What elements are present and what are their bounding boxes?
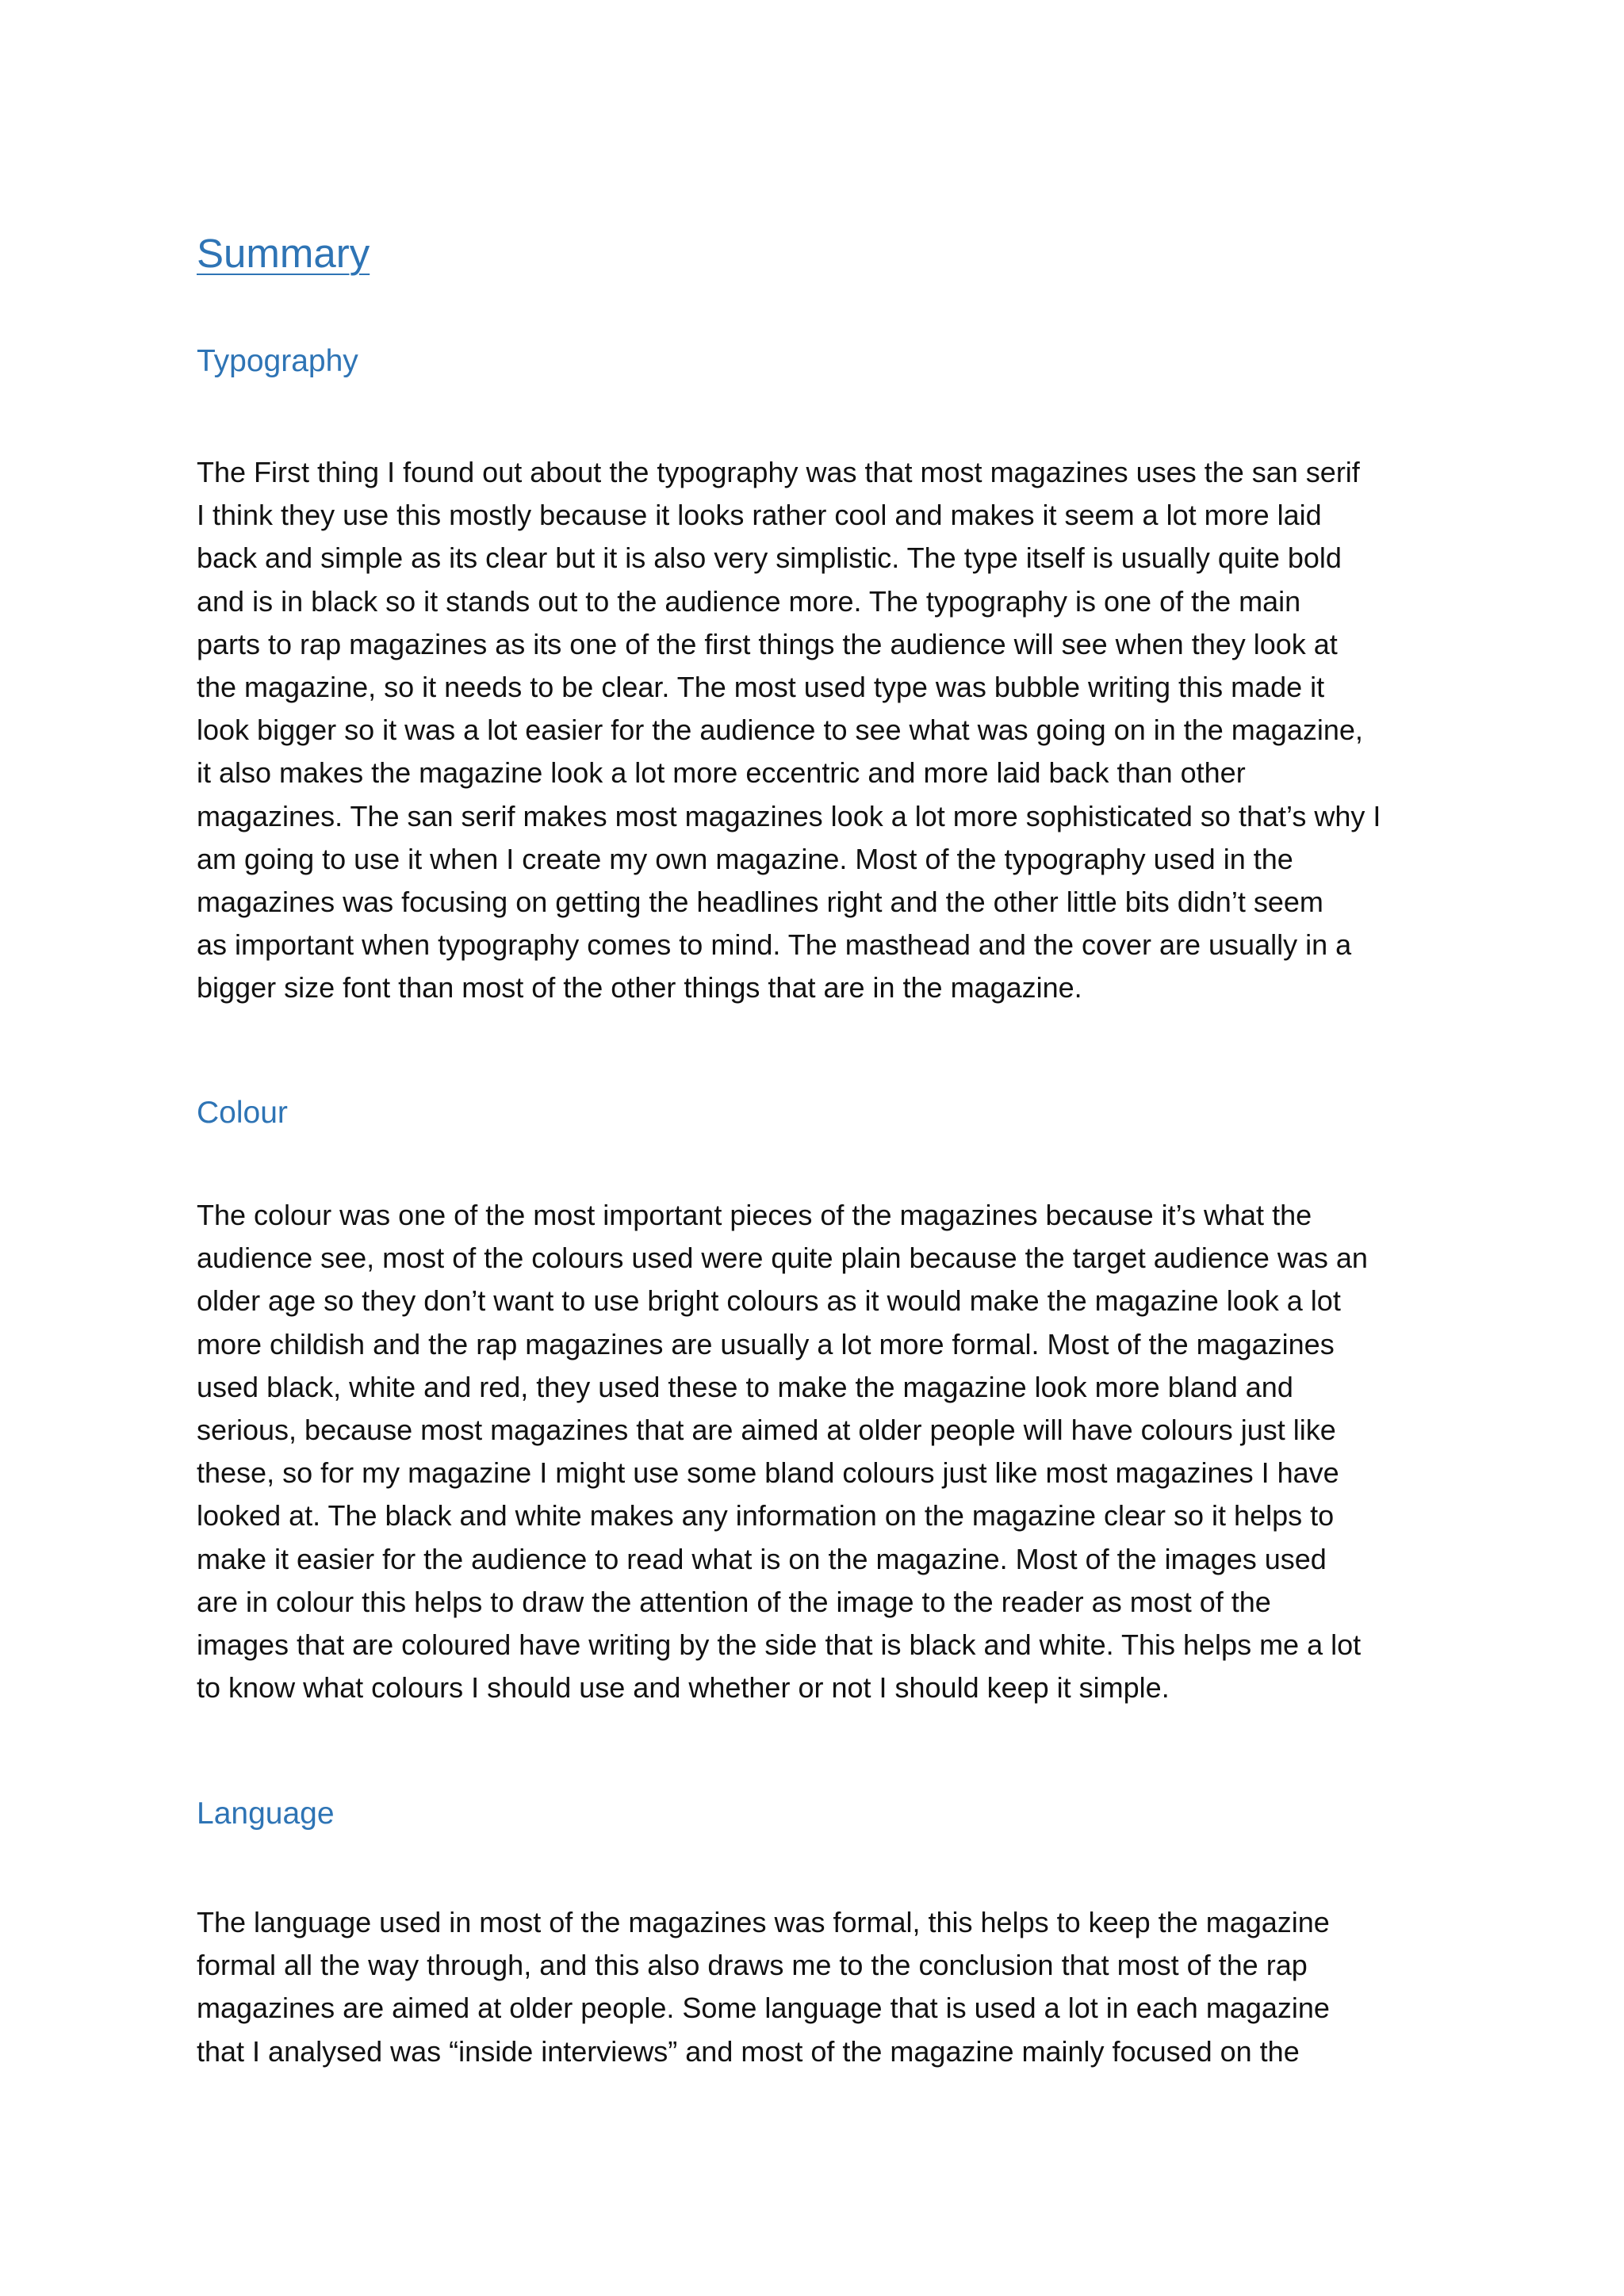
paragraph-line: used black, white and red, they used these to make the magazine look more bland and [197,1370,1293,1403]
paragraph-line: am going to use it when I create my own magazine. Most of the typography used in the [197,842,1293,875]
paragraph-line: looked at. The black and white makes any information on the magazine clear so it helps to [197,1499,1335,1533]
paragraph-line: as important when typography comes to mind. The masthead and the cover are usually in a [197,928,1352,962]
paragraph-line: The colour was one of the most important pieces of the magazines because it’s what the [197,1199,1312,1231]
paragraph-line: serious, because most magazines that are aimed at older people will have colours just like [197,1413,1336,1446]
section-heading-language: Language [197,1797,335,1831]
paragraph-line: older age so they don’t want to use bright colours as it would make the magazine look a lot [197,1284,1341,1318]
paragraph-line: look bigger so it was a lot easier for the audience to see what was going on in the magazine, [197,714,1363,747]
paragraph-line: make it easier for the audience to read what is on the magazine. Most of the images used [197,1542,1327,1575]
paragraph-line: magazines. The san serif makes most magazines look a lot more sophisticated so that’s why I [197,799,1381,832]
paragraph-line: audience see, most of the colours used were quite plain because the target audience was an [197,1242,1368,1275]
paragraph-line: formal all the way through, and this also draws me to the conclusion that most of the rap [197,1949,1308,1982]
paragraph-line: these, so for my magazine I might use some bland colours just like most magazines I have [197,1456,1339,1490]
paragraph-line: and is in black so it stands out to the audience more. The typography is one of the main [197,584,1301,618]
paragraph-line: the magazine, so it needs to be clear. The most used type was bubble writing this made it [197,670,1325,703]
section-heading-typography: Typography [197,344,358,378]
paragraph-line: The language used in most of the magazines was formal, this helps to keep the magazine [197,1906,1330,1938]
paragraph-line: more childish and the rap magazines are usually a lot more formal. Most of the magazines [197,1327,1335,1360]
paragraph-line: magazines was focusing on getting the headlines right and the other little bits didn’t seem [197,885,1323,918]
paragraph-line: parts to rap magazines as its one of the first things the audience will see when they look at [197,627,1338,660]
paragraph-line: to know what colours I should use and whether or not I should keep it simple. [197,1671,1170,1705]
paragraph-line: back and simple as its clear but it is also very simplistic. The type itself is usually quite bold [197,541,1342,575]
paragraph-line: it also makes the magazine look a lot more eccentric and more laid back than other [197,756,1246,790]
paragraph-line: I think they use this mostly because it looks rather cool and makes it seem a lot more laid [197,499,1322,532]
paragraph-line: that I analysed was “inside interviews” and most of the magazine mainly focused on the [197,2034,1300,2068]
page-title: Summary [197,231,370,276]
paragraph-line: are in colour this helps to draw the attention of the image to the reader as most of the [197,1585,1271,1618]
paragraph-line: The First thing I found out about the typography was that most magazines uses the san serif [197,456,1360,488]
section-heading-colour: Colour [197,1096,288,1130]
paragraph-language [197,1901,1434,2073]
paragraph-line: magazines are aimed at older people. Some language that is used a lot in each magazine [197,1992,1330,2025]
paragraph-line: images that are coloured have writing by the side that is black and white. This helps me a lot [197,1628,1362,1661]
paragraph-line: bigger size font than most of the other things that are in the magazine. [197,971,1082,1004]
paragraph-typography [197,451,1434,1009]
paragraph-colour [197,1194,1434,1709]
